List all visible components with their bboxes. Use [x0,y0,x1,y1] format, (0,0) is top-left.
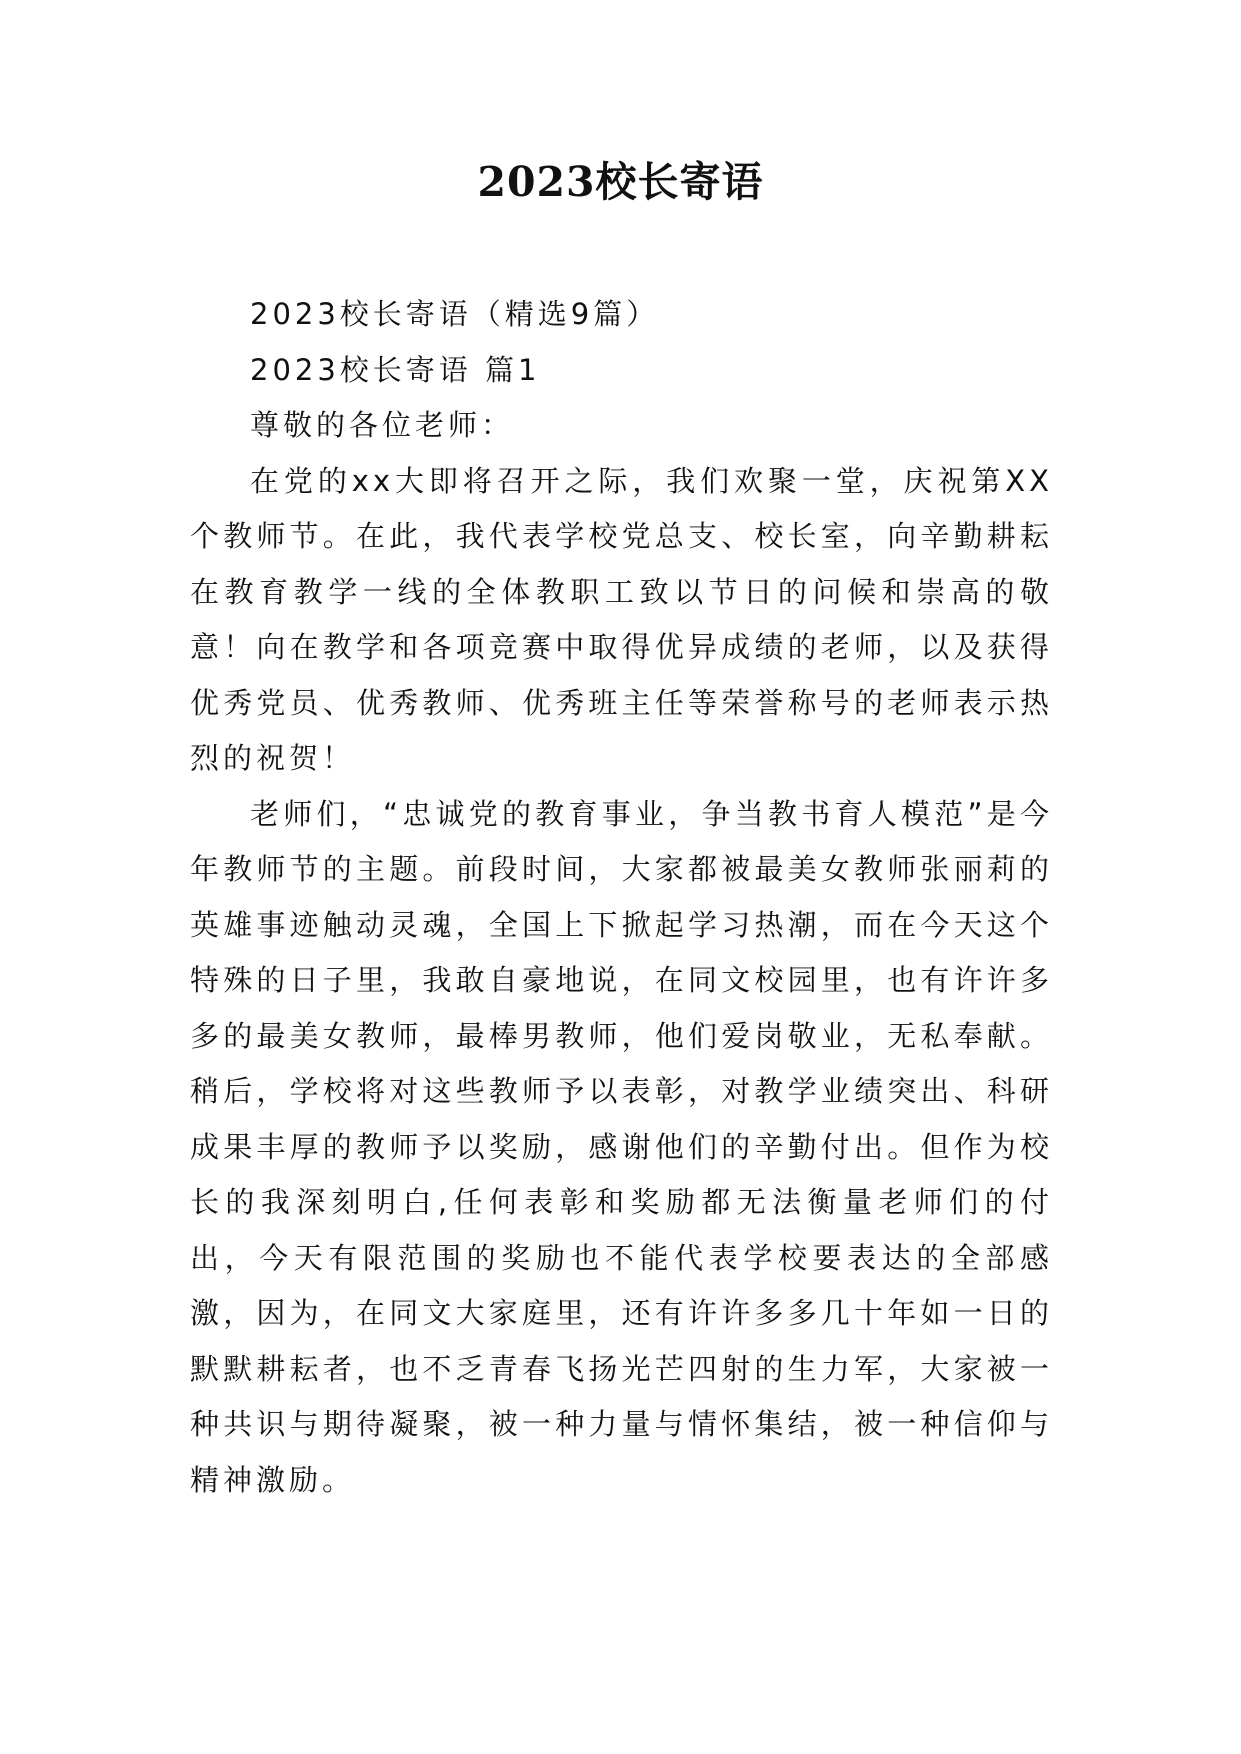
body-paragraph: 老师们，“忠诚党的教育事业，争当教书育人模范”是今年教师节的主题。前段时间，大家都被最美女教师张丽莉的英雄事迹触动灵魂，全国上下掀起学习热潮，而在今天这个特殊的日子里，我敢自豪地说，在同文校园里，也有许许多多的最美女教师，最棒男教师，他们爱岗敬业，无私奉献。稍后，学校将对这些教师予以表彰，对教学业绩突出、科研成果丰厚的教师予以奖励，感谢他们的辛勤付出。但作为校长的我深刻明白,任何表彰和奖励都无法衡量老师们的付出，今天有限范围的奖励也不能代表学校要表达的全部感激，因为，在同文大家庭里，还有许许多多几十年如一日的默默耕耘者，也不乏青春飞扬光芒四射的生力军，大家被一种共识与期待凝聚，被一种力量与情怀集结，被一种信仰与精神激励。 [190,796,1053,1497]
document-title: 2023校长寄语 [477,158,764,206]
section-heading-1: 2023校长寄语 篇1 [250,352,541,387]
document-body [190,287,1053,1508]
body-paragraph: 在党的xx大即将召开之际，我们欢聚一堂，庆祝第XX个教师节。在此，我代表学校党总支、校长室，向辛勤耕耘在教育教学一线的全体教职工致以节日的问候和崇高的敬意！向在教学和各项竞赛中取得优异成绩的老师，以及获得优秀党员、优秀教师、优秀班主任等荣誉称号的老师表示热烈的祝贺！ [190,463,1053,775]
salutation: 尊敬的各位老师： [250,408,515,442]
subtitle-selected-nine: 2023校长寄语（精选9篇） [250,297,660,331]
